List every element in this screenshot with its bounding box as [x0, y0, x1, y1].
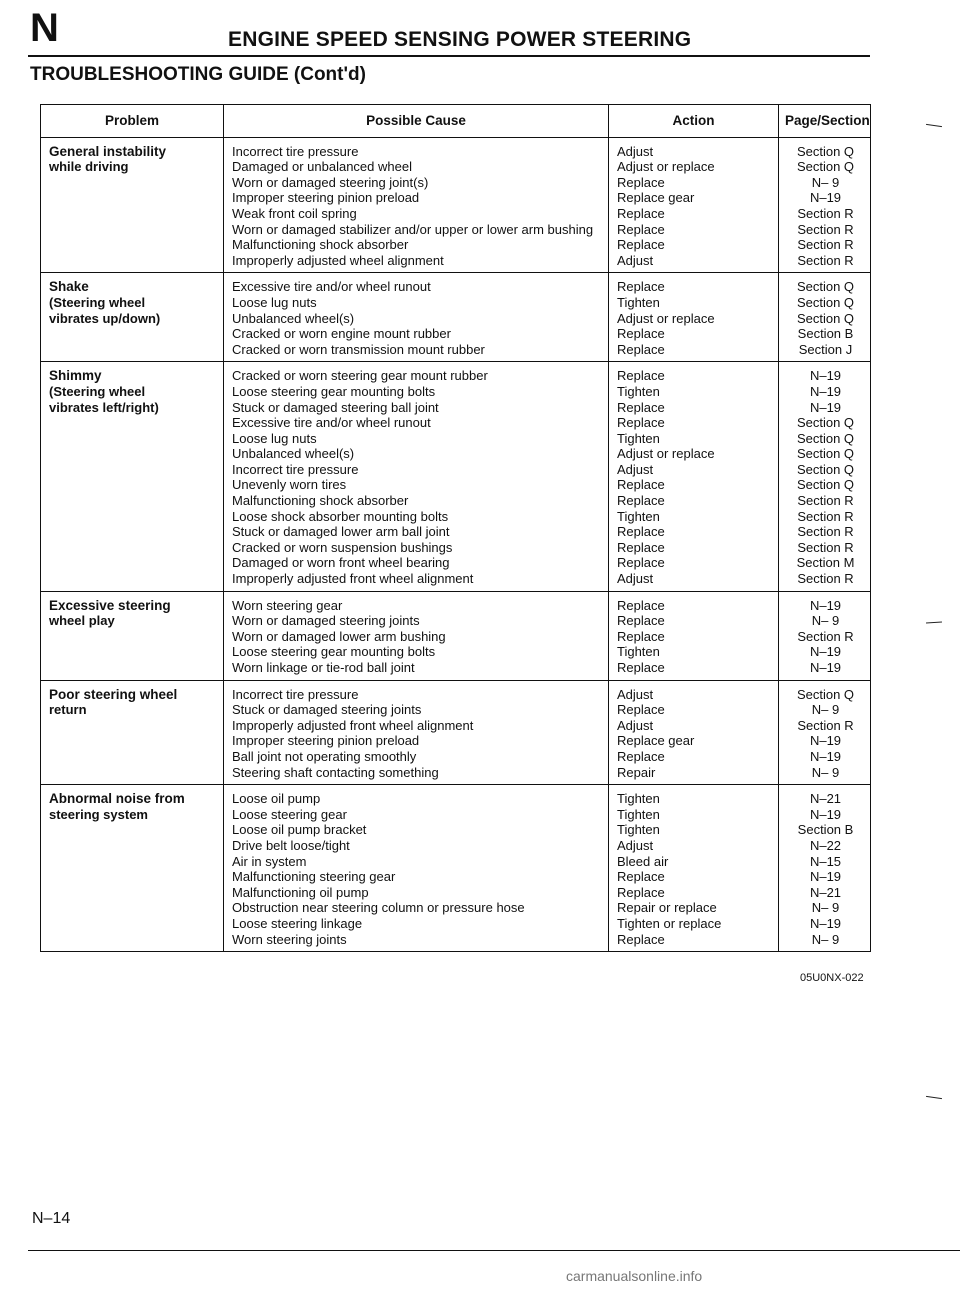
action-text: Replace gear [617, 733, 695, 749]
page-ref-text: Section R [797, 539, 854, 555]
figure-code: 05U0NX-022 [800, 972, 864, 984]
cause-text: Worn or damaged steering joints [232, 613, 420, 629]
page-ref-text: Section B [797, 326, 854, 342]
cause-text: Worn or damaged stabilizer and/or upper or lower arm bushing [232, 221, 594, 237]
possible-cause-cell [224, 591, 609, 680]
action-text: Replace [617, 524, 665, 540]
problem-text: Poor steering wheel [49, 686, 178, 702]
page-ref-text: N–19 [809, 190, 842, 206]
action-text: Adjust [617, 717, 654, 733]
margin-mark [926, 1096, 942, 1099]
action-text: Replace [617, 493, 665, 509]
cause-text: Loose shock absorber mounting bolts [232, 508, 449, 524]
action-text: Tighten [617, 383, 660, 399]
page-ref-text: N–19 [809, 806, 842, 822]
problem-cell [41, 362, 224, 591]
action-text: Replace [617, 597, 665, 613]
cause-text: Improperly adjusted wheel alignment [232, 252, 444, 268]
cause-text: Malfunctioning steering gear [232, 869, 396, 885]
problem-cell [41, 137, 224, 273]
action-text: Adjust or replace [617, 310, 715, 326]
action-cell [609, 591, 779, 680]
column-header-possible-cause: Possible Cause [224, 105, 609, 138]
action-text: Bleed air [617, 853, 669, 869]
cause-text: Unbalanced wheel(s) [232, 310, 355, 326]
page-section-cell [779, 362, 871, 591]
action-text: Replace [617, 205, 665, 221]
page-ref-text: N– 9 [811, 174, 840, 190]
page-ref-text: Section Q [796, 159, 855, 175]
problem-text: Abnormal noise from [49, 791, 185, 807]
cause-text: Improperly adjusted front wheel alignment [232, 571, 474, 587]
column-header-page-section: Page/Section [779, 105, 871, 138]
page-ref-text: Section R [797, 508, 854, 524]
action-text: Replace [617, 539, 665, 555]
problem-cell [41, 591, 224, 680]
action-text: Adjust [617, 461, 654, 477]
action-cell [609, 273, 779, 362]
action-text: Adjust [617, 143, 654, 159]
page-ref-text: N–15 [809, 853, 842, 869]
table-row [41, 273, 871, 362]
action-cell [609, 785, 779, 952]
cause-text: Stuck or damaged lower arm ball joint [232, 524, 450, 540]
action-text: Replace [617, 628, 665, 644]
cause-text: Improper steering pinion preload [232, 733, 420, 749]
action-text: Tighten [617, 294, 660, 310]
watermark: carmanualsonline.info [566, 1268, 703, 1284]
cause-text: Damaged or unbalanced wheel [232, 159, 412, 175]
action-text: Replace [617, 399, 665, 415]
cause-text: Weak front coil spring [232, 205, 357, 221]
cause-text: Cracked or worn steering gear mount rubber [232, 368, 488, 384]
table-row [41, 362, 871, 591]
page-number: N–14 [32, 1210, 71, 1227]
cause-text: Obstruction near steering column or pressure hose [232, 900, 525, 916]
action-text: Tighten [617, 644, 660, 660]
action-text: Replace [617, 869, 665, 885]
page-ref-text: N–19 [809, 399, 842, 415]
action-text: Replace [617, 341, 665, 357]
problem-text: wheel play [49, 613, 115, 629]
section-letter: N [30, 6, 59, 50]
cause-text: Ball joint not operating smoothly [232, 748, 417, 764]
cause-text: Loose lug nuts [232, 294, 317, 310]
action-text: Tighten or replace [617, 915, 722, 931]
page-ref-text: N– 9 [811, 900, 840, 916]
action-text: Replace [617, 613, 665, 629]
problem-text: General instability [49, 143, 167, 159]
action-text: Adjust [617, 686, 654, 702]
page-ref-text: Section R [797, 237, 854, 253]
cause-text: Loose steering gear mounting bolts [232, 644, 436, 660]
page-title: ENGINE SPEED SENSING POWER STEERING [228, 28, 692, 51]
margin-mark [926, 124, 942, 127]
problem-text: Shake [49, 279, 89, 295]
section-subtitle: TROUBLESHOOTING GUIDE (Cont'd) [30, 64, 366, 85]
cause-text: Stuck or damaged steering ball joint [232, 399, 439, 415]
table-header-row [41, 105, 871, 138]
page-ref-text: N–21 [809, 791, 842, 807]
page-ref-text: Section R [797, 571, 854, 587]
cause-text: Stuck or damaged steering joints [232, 702, 422, 718]
action-text: Tighten [617, 822, 660, 838]
page-ref-text: Section Q [796, 415, 855, 431]
action-text: Tighten [617, 430, 660, 446]
cause-text: Worn steering joints [232, 931, 347, 947]
problem-text: (Steering wheel [49, 383, 146, 399]
action-text: Replace [617, 660, 665, 675]
page-section-cell [779, 591, 871, 680]
cause-text: Excessive tire and/or wheel runout [232, 415, 431, 431]
page-ref-text: Section Q [796, 310, 855, 326]
action-cell [609, 137, 779, 273]
page-ref-text: Section Q [796, 477, 855, 493]
action-cell [609, 680, 779, 785]
page-ref-text: Section R [797, 717, 854, 733]
table-body [41, 137, 871, 952]
cause-text: Malfunctioning oil pump [232, 884, 369, 900]
margin-mark [926, 621, 942, 623]
page-section-cell [779, 273, 871, 362]
possible-cause-cell [224, 273, 609, 362]
page-section-cell [779, 785, 871, 952]
action-text: Replace [617, 884, 665, 900]
action-text: Replace [617, 174, 665, 190]
page-ref-text: Section R [797, 205, 854, 221]
possible-cause-cell [224, 362, 609, 591]
problem-text: (Steering wheel [49, 294, 146, 310]
page-ref-text: Section B [797, 822, 854, 838]
cause-text: Improperly adjusted front wheel alignment [232, 717, 474, 733]
page-ref-text: Section Q [796, 143, 855, 159]
table-row [41, 591, 871, 680]
action-text: Adjust [617, 837, 654, 853]
page-ref-text: Section M [796, 555, 855, 571]
problem-text: Shimmy [49, 368, 102, 384]
cause-text: Incorrect tire pressure [232, 461, 359, 477]
page-ref-text: N–19 [809, 733, 842, 749]
page-ref-text: N–19 [809, 597, 842, 613]
page-ref-text: Section Q [796, 430, 855, 446]
action-text: Replace [617, 221, 665, 237]
problem-text: return [49, 702, 87, 718]
action-text: Replace [617, 555, 665, 571]
page-ref-text: Section R [797, 252, 854, 268]
action-text: Replace [617, 477, 665, 493]
page-ref-text: N– 9 [811, 931, 840, 947]
cause-text: Malfunctioning shock absorber [232, 493, 409, 509]
header-rule [28, 55, 870, 57]
page-section-cell [779, 680, 871, 785]
cause-text: Worn or damaged steering joint(s) [232, 174, 429, 190]
cause-text: Cracked or worn transmission mount rubber [232, 341, 485, 357]
page-ref-text: Section Q [796, 279, 855, 295]
page-ref-text: Section R [797, 524, 854, 540]
page-ref-text: N– 9 [811, 702, 840, 718]
cause-text: Loose oil pump [232, 791, 321, 807]
action-text: Replace [617, 237, 665, 253]
cause-text: Worn or damaged lower arm bushing [232, 628, 446, 644]
cause-text: Worn linkage or tie-rod ball joint [232, 660, 415, 675]
cause-text: Steering shaft contacting something [232, 764, 439, 780]
action-text: Replace [617, 326, 665, 342]
possible-cause-cell [224, 137, 609, 273]
troubleshooting-table [40, 104, 871, 952]
table-row [41, 137, 871, 273]
action-text: Adjust or replace [617, 159, 715, 175]
page-ref-text: N–19 [809, 660, 842, 675]
cause-text: Drive belt loose/tight [232, 837, 350, 853]
cause-text: Air in system [232, 853, 307, 869]
page-ref-text: N–21 [809, 884, 842, 900]
page-ref-text: N–19 [809, 368, 842, 384]
problem-cell [41, 680, 224, 785]
page-ref-text: Section Q [796, 686, 855, 702]
cause-text: Incorrect tire pressure [232, 686, 359, 702]
action-text: Replace [617, 279, 665, 295]
table-row [41, 785, 871, 952]
cause-text: Cracked or worn suspension bushings [232, 539, 453, 555]
action-text: Tighten [617, 791, 660, 807]
action-text: Replace [617, 748, 665, 764]
action-text: Repair [617, 764, 656, 780]
cause-text: Improper steering pinion preload [232, 190, 420, 206]
cause-text: Loose oil pump bracket [232, 822, 367, 838]
possible-cause-cell [224, 680, 609, 785]
action-text: Adjust or replace [617, 446, 715, 462]
action-text: Replace [617, 702, 665, 718]
page-ref-text: Section R [797, 493, 854, 509]
action-text: Replace gear [617, 190, 695, 206]
page-ref-text: Section Q [796, 294, 855, 310]
page-ref-text: N–22 [809, 837, 842, 853]
action-text: Tighten [617, 508, 660, 524]
cause-text: Loose lug nuts [232, 430, 317, 446]
problem-text: Excessive steering [49, 597, 171, 613]
page-ref-text: N– 9 [811, 764, 840, 780]
page-ref-text: Section R [797, 221, 854, 237]
problem-text: vibrates left/right) [49, 399, 159, 415]
possible-cause-cell [224, 785, 609, 952]
column-header-action: Action [609, 105, 779, 138]
cause-text: Loose steering gear [232, 806, 347, 822]
page-ref-text: N–19 [809, 869, 842, 885]
page-ref-text: N– 9 [811, 613, 840, 629]
cause-text: Loose steering gear mounting bolts [232, 383, 436, 399]
page-ref-text: N–19 [809, 644, 842, 660]
cause-text: Cracked or worn engine mount rubber [232, 326, 451, 342]
page-ref-text: Section Q [796, 461, 855, 477]
page-section-cell [779, 137, 871, 273]
footer-rule [28, 1250, 960, 1251]
problem-text: steering system [49, 806, 148, 822]
action-text: Replace [617, 931, 665, 947]
problem-cell [41, 273, 224, 362]
problem-text: while driving [49, 159, 129, 175]
action-text: Replace [617, 415, 665, 431]
action-text: Tighten [617, 806, 660, 822]
page-ref-text: N–19 [809, 748, 842, 764]
cause-text: Excessive tire and/or wheel runout [232, 279, 431, 295]
problem-text: vibrates up/down) [49, 310, 161, 326]
cause-text: Damaged or worn front wheel bearing [232, 555, 450, 571]
page-ref-text: Section J [798, 341, 853, 357]
page-ref-text: N–19 [809, 915, 842, 931]
column-header-problem: Problem [41, 105, 224, 138]
cause-text: Loose steering linkage [232, 915, 363, 931]
action-cell [609, 362, 779, 591]
cause-text: Incorrect tire pressure [232, 143, 359, 159]
cause-text: Unevenly worn tires [232, 477, 347, 493]
table-row [41, 680, 871, 785]
cause-text: Worn steering gear [232, 597, 343, 613]
page-ref-text: Section R [797, 628, 854, 644]
cause-text: Unbalanced wheel(s) [232, 446, 355, 462]
page-ref-text: N–19 [809, 383, 842, 399]
action-text: Replace [617, 368, 665, 384]
cause-text: Malfunctioning shock absorber [232, 237, 409, 253]
action-text: Adjust [617, 571, 654, 587]
problem-cell [41, 785, 224, 952]
action-text: Adjust [617, 252, 654, 268]
page-ref-text: Section Q [796, 446, 855, 462]
action-text: Repair or replace [617, 900, 717, 916]
